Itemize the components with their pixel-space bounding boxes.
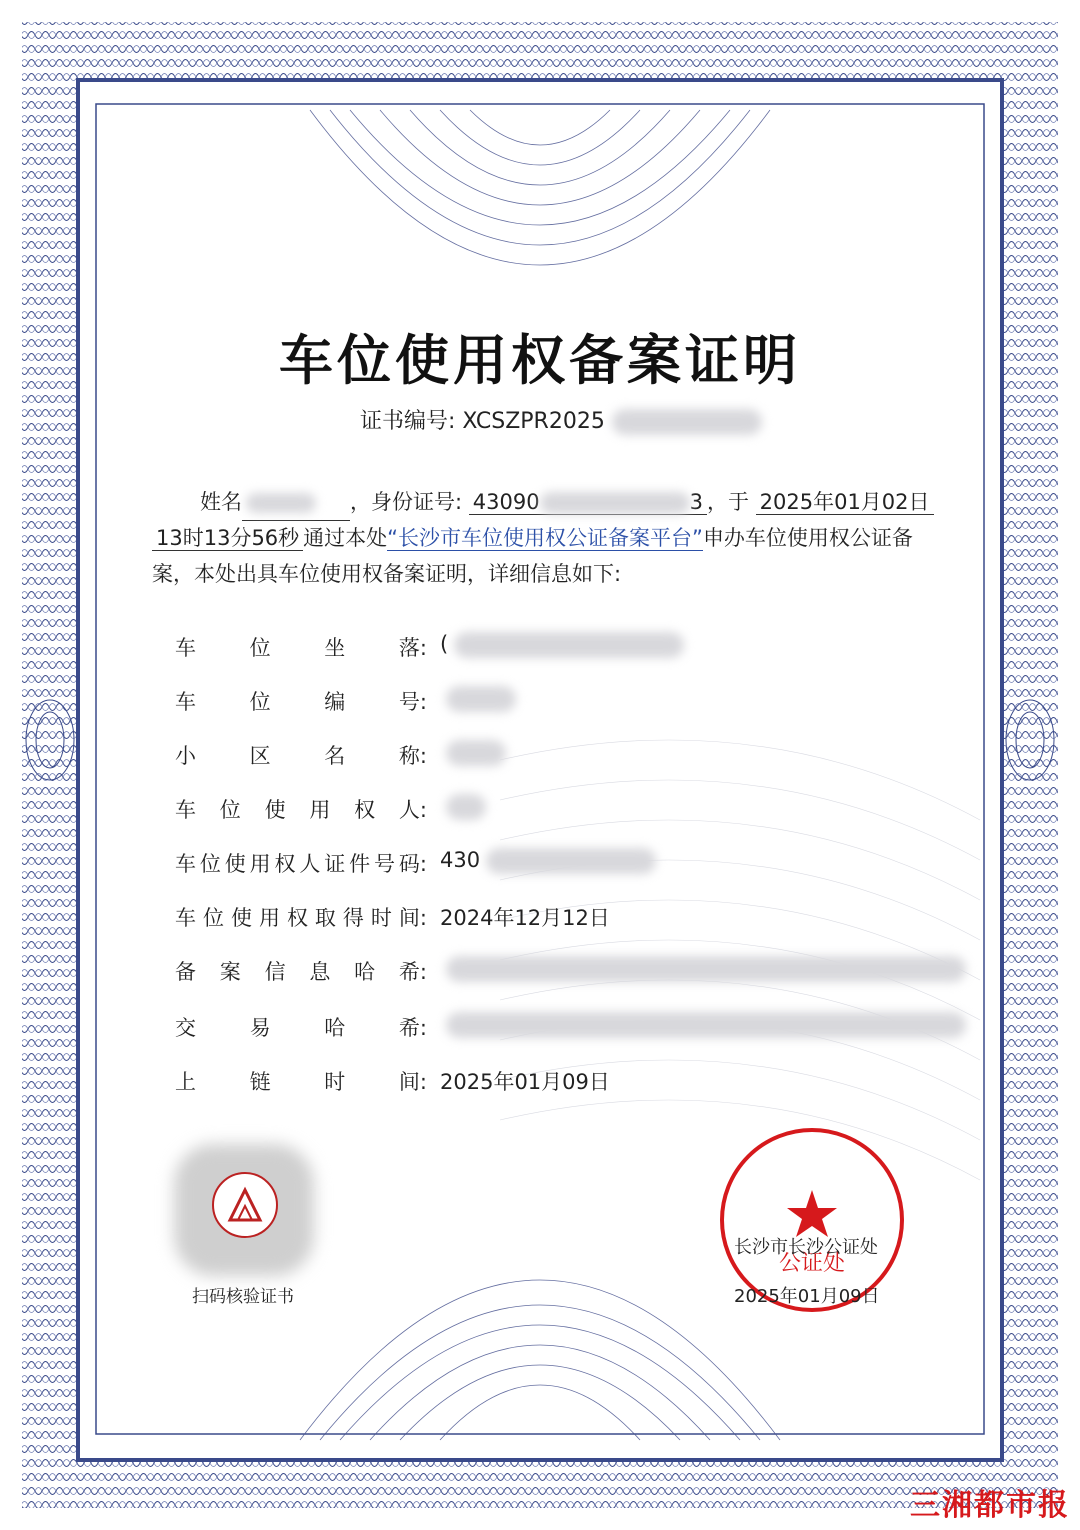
redacted-block [446, 1012, 966, 1038]
newspaper-watermark: 三湘都市报 [910, 1488, 1070, 1523]
id-value: 43090 3 [469, 490, 707, 515]
redacted-block [446, 794, 486, 820]
seal-date: 2025年01月09日 [734, 1286, 880, 1307]
field-value: 2024年12月12日 [440, 906, 610, 930]
field-label: 上 链 时 间: [175, 1070, 427, 1094]
field-value: ( [440, 632, 684, 658]
field-label: 车 位 使 用 权 人: [175, 798, 427, 822]
field-label: 车 位 坐 落: [175, 636, 427, 660]
qr-caption: 扫码核验证书 [192, 1287, 294, 1307]
seal-inner-text: 公证处 [778, 1251, 846, 1276]
name-value [242, 484, 350, 521]
platform-link[interactable]: “长沙市车位使用权公证备案平台” [387, 526, 703, 550]
redacted-block [612, 409, 762, 435]
apply-date: 2025年01月02日 [756, 490, 934, 515]
field-value [440, 1012, 966, 1038]
qr-code[interactable] [170, 1140, 320, 1280]
redacted-block [454, 632, 684, 658]
field-label: 小 区 名 称: [175, 744, 427, 768]
field-value [440, 794, 486, 820]
field-label: 交 易 哈 希: [175, 1016, 427, 1040]
notary-logo-icon [210, 1170, 280, 1240]
field-label: 车 位 编 号: [175, 690, 427, 714]
intro-line-1: 姓名 ，身份证号: 43090 3 ，于 2025年01月02日 [200, 484, 934, 521]
name-label: 姓名 [200, 490, 242, 514]
field-value: 2025年01月09日 [440, 1070, 610, 1094]
field-value [440, 740, 506, 766]
seal-label: 长沙市长沙公证处 [734, 1237, 878, 1258]
field-value [440, 956, 966, 982]
intro-line-2: 13时13分56秒 通过本处“长沙市车位使用权公证备案平台”申办车位使用权公证备 [152, 520, 913, 556]
field-value: 430 [440, 848, 656, 874]
field-label: 备 案 信 息 哈 希: [175, 960, 427, 984]
field-value [440, 686, 516, 712]
page-title: 车位使用权备案证明 [279, 328, 801, 392]
cert-number-label: 证书编号: [360, 409, 456, 434]
field-label: 车 位 使 用 权 人 证 件 号 码: [175, 852, 427, 876]
redacted-block [486, 848, 656, 874]
redacted-block [446, 956, 966, 982]
cert-number-value: XCSZPR2025 [462, 409, 605, 434]
cert-number [360, 404, 762, 435]
redacted-block [446, 686, 516, 712]
field-label: 车 位 使 用 权 取 得 时 间: [175, 906, 427, 930]
id-label: 身份证号: [371, 490, 463, 514]
redacted-block [446, 740, 506, 766]
intro-line-3: 案，本处出具车位使用权备案证明，详细信息如下: [152, 562, 622, 586]
apply-time: 13时13分56秒 [152, 526, 303, 551]
